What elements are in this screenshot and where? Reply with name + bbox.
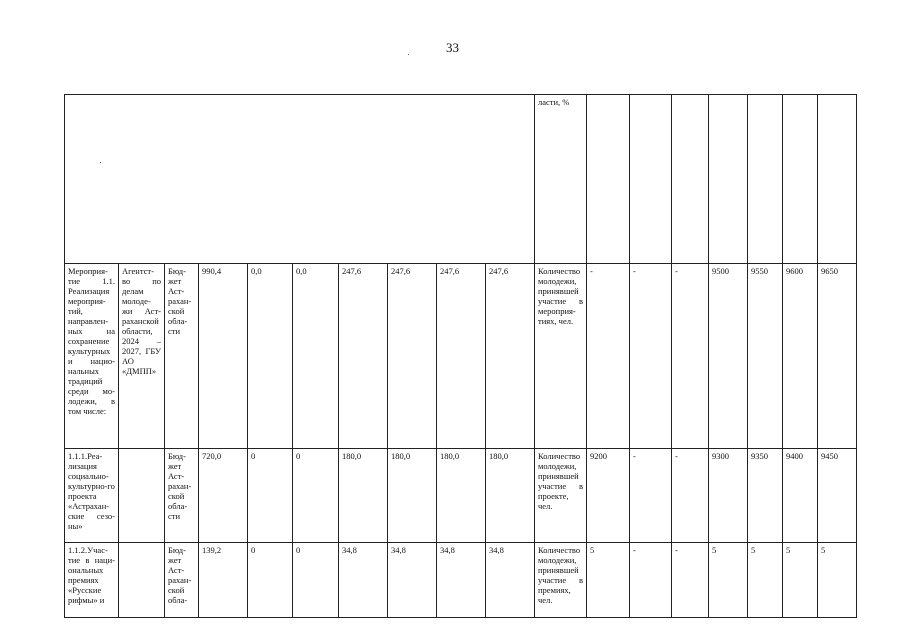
measure-name: 1.1.1.Реа-лизация социально-культурно-го проекта «Астрахан-ские сезо-ны» xyxy=(65,449,119,543)
table-row xyxy=(65,543,857,618)
target-cell: 9200 xyxy=(587,449,630,543)
value-cell: 34,8 xyxy=(486,543,535,618)
target-cell xyxy=(672,95,709,264)
value-cell: 0,0 xyxy=(248,264,293,449)
empty-merged-cell xyxy=(65,95,535,264)
scan-speck xyxy=(408,54,409,55)
funding-source: Бюд-жет Аст-рахан-ской обла-сти xyxy=(165,449,199,543)
target-cell: 9550 xyxy=(748,264,783,449)
value-cell: 0 xyxy=(293,543,339,618)
value-cell: 247,6 xyxy=(339,264,388,449)
target-cell: - xyxy=(630,264,672,449)
target-cell: - xyxy=(672,264,709,449)
target-cell: 5 xyxy=(783,543,818,618)
value-cell: 247,6 xyxy=(486,264,535,449)
target-cell: 9450 xyxy=(818,449,857,543)
target-cell: 9650 xyxy=(818,264,857,449)
target-cell: - xyxy=(587,264,630,449)
table-row xyxy=(65,264,857,449)
value-cell: 180,0 xyxy=(437,449,486,543)
target-cell: - xyxy=(672,543,709,618)
target-cell: 5 xyxy=(748,543,783,618)
target-cell: - xyxy=(672,449,709,543)
value-cell: 34,8 xyxy=(437,543,486,618)
program-table xyxy=(64,94,857,618)
executor-cell xyxy=(119,449,165,543)
value-cell: 139,2 xyxy=(199,543,248,618)
target-cell: 9500 xyxy=(709,264,748,449)
measure-name: 1.1.2.Учас-тие в наци-ональных премиях «Русские рифмы» и xyxy=(65,543,119,618)
value-cell: 34,8 xyxy=(339,543,388,618)
value-cell: 180,0 xyxy=(486,449,535,543)
executor-cell: Агентст-во по делам молоде-жи Аст-раханской области, 2024 – 2027, ГБУ АО «ДМПП» xyxy=(119,264,165,449)
table-row xyxy=(65,449,857,543)
value-cell: 0 xyxy=(248,449,293,543)
target-cell: 5 xyxy=(587,543,630,618)
value-cell: 34,8 xyxy=(388,543,437,618)
target-cell xyxy=(818,95,857,264)
measure-name: Мероприя-тие 1.1. Реализация мероприя-тий, направлен-ных на сохранение культурных и нацио-нальных традиций среди мо-лодежи, в том числе: xyxy=(65,264,119,449)
table-row-continuation xyxy=(65,95,857,264)
indicator-cell: Количество молодежи, принявшей участие в премиях, чел. xyxy=(535,543,587,618)
target-cell xyxy=(587,95,630,264)
value-cell: 247,6 xyxy=(437,264,486,449)
funding-source: Бюд-жет Аст-рахан-ской обла-сти xyxy=(165,264,199,449)
funding-source: Бюд-жет Аст-рахан-ской обла- xyxy=(165,543,199,618)
target-cell xyxy=(709,95,748,264)
target-cell: - xyxy=(630,543,672,618)
indicator-cell: Количество молодежи, принявшей участие в проекте, чел. xyxy=(535,449,587,543)
target-cell xyxy=(783,95,818,264)
value-cell: 247,6 xyxy=(388,264,437,449)
executor-cell xyxy=(119,543,165,618)
value-cell: 180,0 xyxy=(388,449,437,543)
target-cell: - xyxy=(630,449,672,543)
target-cell: 9300 xyxy=(709,449,748,543)
value-cell: 990,4 xyxy=(199,264,248,449)
page-number: 33 xyxy=(446,40,459,55)
target-cell xyxy=(748,95,783,264)
value-cell: 0,0 xyxy=(293,264,339,449)
value-cell: 180,0 xyxy=(339,449,388,543)
target-cell: 9400 xyxy=(783,449,818,543)
indicator-cell: Количество молодежи, принявшей участие в мероприя-тиях, чел. xyxy=(535,264,587,449)
target-cell xyxy=(630,95,672,264)
value-cell: 0 xyxy=(248,543,293,618)
value-cell: 720,0 xyxy=(199,449,248,543)
target-cell: 9600 xyxy=(783,264,818,449)
target-cell: 5 xyxy=(709,543,748,618)
target-cell: 5 xyxy=(818,543,857,618)
indicator-cell: ласти, % xyxy=(535,95,587,264)
target-cell: 9350 xyxy=(748,449,783,543)
value-cell: 0 xyxy=(293,449,339,543)
